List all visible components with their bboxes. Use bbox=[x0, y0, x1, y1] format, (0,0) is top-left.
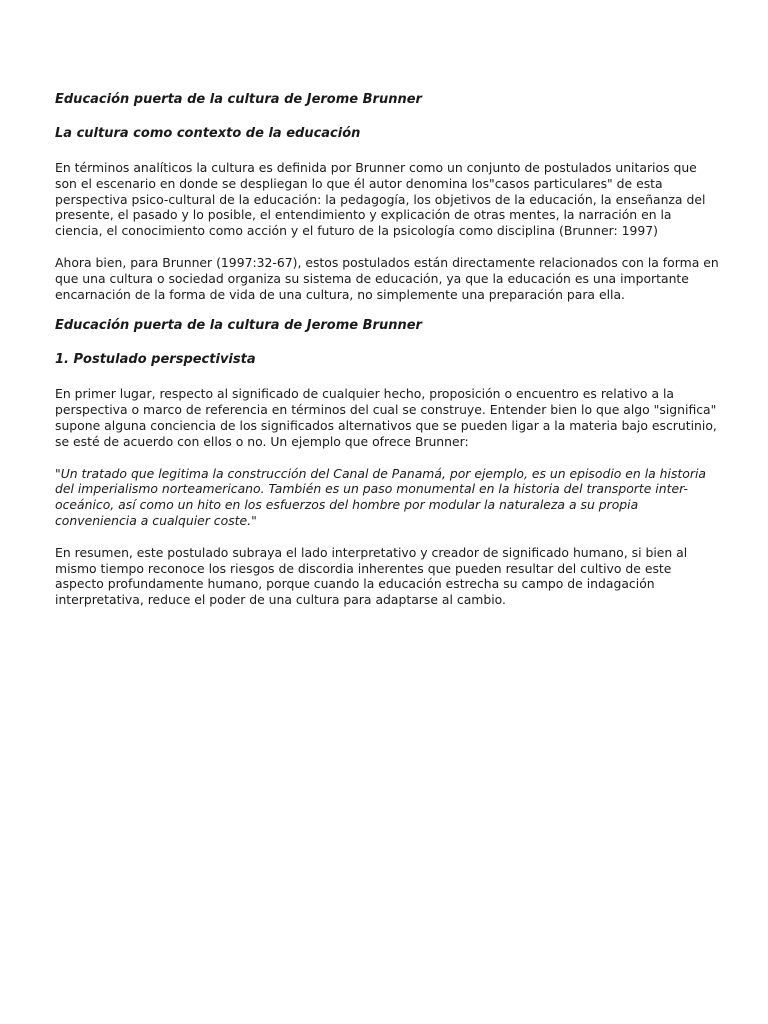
section-heading-postulado-perspectivista: 1. Postulado perspectivista bbox=[55, 352, 256, 368]
paragraph-definicion-cultura: En términos analíticos la cultura es definida por Brunner como un conjunto de postulados unitarios que son el escenario en donde se despliegan lo que él autor denomina los"casos particulares" de esta perspectiva psico-cultural de la educación: la pedagogía, los objetivos de la educación, la enseñanza del presente, el pasado y lo posible, el entendimiento y explicación de otras mentes, la narración en la ciencia, el conocimiento como acción y el futuro de la psicología como disciplina (Brunner: 1997) bbox=[55, 160, 706, 239]
quote-canal-panama: "Un tratado que legitima la construcción del Canal de Panamá, por ejemplo, es un episodio en la historia del imperialismo norteamericano. También es un paso monumental en la historia del transporte inter-oceánico, así como un hito en los esfuerzos del hombre por modular la naturaleza a su propia conveniencia a cualquier coste." bbox=[55, 465, 707, 528]
paragraph-postulados-educacion: Ahora bien, para Brunner (1997:32-67), estos postulados están directamente relacionados con la forma en que una cultura o sociedad organiza su sistema de educación, ya que la educación es una importante encarnación de la forma de vida de una cultura, no simplemente una preparación para ella. bbox=[55, 254, 719, 302]
paragraph-significado: En primer lugar, respecto al significado de cualquier hecho, proposición o encuentro es relativo a la perspectiva o marco de referencia en términos del cual se construye. Entender bien lo que algo "significa" supone alguna conciencia de los significados alternativos que se pueden ligar a la materia bajo escrutinio, se esté de acuerdo con ellos o no. Un ejemplo que ofrece Brunner: bbox=[55, 386, 717, 449]
section-heading-cultura-contexto: La cultura como contexto de la educación bbox=[55, 126, 361, 141]
section-heading-repeat-title: Educación puerta de la cultura de Jerome Brunner bbox=[55, 318, 422, 334]
document-page bbox=[55, 92, 720, 624]
paragraph-resumen: En resumen, este postulado subraya el lado interpretativo y creador de significado humano, si bien al mismo tiempo reconoce los riesgos de discordia inherentes que pueden resultar del cultivo de este aspecto profundamente humano, porque cuando la educación estrecha su campo de indagación interpretativa, reduce el poder de una cultura para adaptarse al cambio. bbox=[55, 544, 688, 608]
document-title: Educación puerta de la cultura de Jerome Brunner bbox=[55, 92, 422, 107]
